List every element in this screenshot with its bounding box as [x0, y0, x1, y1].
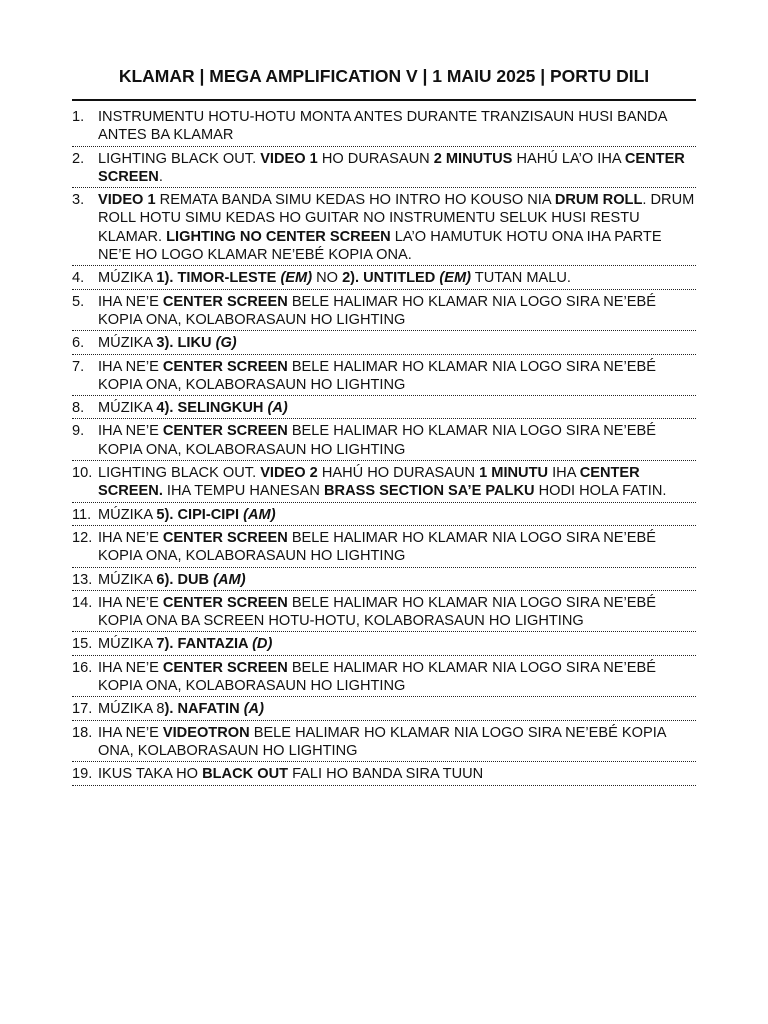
step-number: 3. [72, 192, 85, 209]
text-run: MÚZIKA [98, 270, 157, 287]
text-run: HO DURASAUN [317, 150, 434, 167]
emphasis-bold: 5). CIPI-CIPI [156, 506, 244, 523]
step-text [98, 464, 696, 501]
text-run: BELE HALIMAR HO KLAMAR NIA LOGO SIRA NE’EBÉ KOPIA ONA, KOLABORASAUN HO LIGHTING [98, 659, 656, 695]
emphasis-bold: LIGHTING NO CENTER SCREEN [166, 228, 391, 245]
step-number: 4. [72, 270, 85, 287]
text-run: MÚZIKA [98, 636, 157, 653]
text-run: INSTRUMENTU HOTU-HOTU MONTA ANTES DURANTE TRANZISAUN HUSI BANDA ANTES BA KLAMAR [98, 109, 667, 144]
step-number: 9. [72, 423, 85, 440]
text-run: IHA NE’E [98, 529, 163, 546]
step-text [98, 724, 696, 761]
emphasis-bold: VIDEOTRON [162, 724, 250, 741]
list-item [72, 396, 696, 419]
emphasis-bold: BLACK OUT [202, 766, 289, 783]
list-item [72, 656, 696, 698]
step-text [98, 506, 696, 524]
step-text [98, 765, 696, 783]
emphasis-bold: 2). UNTITLED [342, 270, 440, 287]
run-sheet-list [72, 105, 696, 786]
list-item [72, 762, 696, 785]
key-signature: (G) [215, 335, 237, 352]
text-run: MÚZIKA [98, 335, 157, 352]
emphasis-bold: CENTER SCREEN [162, 529, 288, 546]
text-run: BELE HALIMAR HO KLAMAR NIA LOGO SIRA NE’EBÉ KOPIA ONA, KOLABORASAUN HO LIGHTING [98, 358, 656, 393]
text-run: BELE HALIMAR HO KLAMAR NIA LOGO SIRA NE’EBÉ KOPIA ONA, KOLABORASAUN HO LIGHTING [98, 423, 656, 458]
page-title: KLAMAR | MEGA AMPLIFICATION V | 1 MAIU 2025 | PORTU DILI [118, 66, 650, 86]
step-text [98, 399, 696, 417]
step-number: 7. [72, 358, 85, 375]
text-run: NO [312, 270, 343, 287]
step-text [98, 150, 696, 187]
step-text [98, 358, 696, 395]
emphasis-bold: CENTER SCREEN [162, 594, 288, 611]
text-run: . DRUM ROLL HOTU SIMU KEDAS HO GUITAR NO INSTRUMENTU SELUK HUSI RESTU KLAMAR. [98, 192, 695, 245]
text-run: IHA NE’E [98, 724, 163, 741]
step-text [98, 594, 696, 631]
emphasis-bold: VIDEO 2 [260, 465, 318, 482]
text-run: BELE HALIMAR HO KLAMAR NIA LOGO SIRA NE’EBÉ KOPIA ONA BA SCREEN HOTU-HOTU, KOLABORASAUN HO LIGHTING [98, 594, 656, 630]
list-item [72, 266, 696, 289]
list-item [72, 721, 696, 763]
step-number: 11. [72, 506, 92, 523]
emphasis-bold: 6). DUB [156, 571, 214, 588]
list-item [72, 526, 696, 568]
list-item [72, 105, 696, 147]
emphasis-bold: DRUM ROLL [554, 192, 643, 209]
text-run: MÚZIKA [98, 506, 157, 523]
list-item [72, 290, 696, 332]
key-signature: (A) [267, 400, 288, 417]
emphasis-bold: CENTER SCREEN [162, 659, 288, 676]
step-number: 18. [72, 724, 93, 741]
step-text [98, 293, 696, 330]
key-signature: (A) [243, 701, 264, 718]
step-text [98, 529, 696, 566]
step-number: 15. [72, 636, 93, 653]
text-run: IHA NE’E [98, 594, 163, 611]
list-item [72, 568, 696, 591]
step-number: 16. [72, 659, 93, 676]
emphasis-bold: CENTER SCREEN [162, 358, 288, 375]
emphasis-bold: 3). LIKU [156, 335, 216, 352]
text-run: MÚZIKA 8 [98, 701, 165, 718]
text-run: LA’O HAMUTUK HOTU ONA IHA PARTE NE’E HO LOGO KLAMAR NE’EBÉ KOPIA ONA. [98, 228, 662, 264]
step-number: 19. [72, 766, 93, 783]
step-number: 8. [72, 400, 85, 417]
text-run: MÚZIKA [98, 571, 157, 588]
text-run: HODI HOLA FATIN. [534, 483, 667, 500]
emphasis-bold: CENTER SCREEN. [98, 465, 640, 500]
list-item [72, 188, 696, 266]
list-item [72, 591, 696, 633]
step-number: 1. [72, 109, 85, 125]
emphasis-bold: 1). TIMOR-LESTE [156, 270, 281, 287]
text-run: IHA NE’E [98, 423, 163, 440]
list-item [72, 697, 696, 720]
text-run: IHA NE’E [98, 293, 163, 310]
step-number: 14. [72, 594, 93, 611]
step-text [98, 108, 696, 145]
text-run: IHA TEMPU HANESAN [162, 483, 324, 500]
step-text [98, 422, 696, 459]
emphasis-bold: VIDEO 1 [260, 150, 318, 167]
text-run: BELE HALIMAR HO KLAMAR NIA LOGO SIRA NE’EBÉ KOPIA ONA, KOLABORASAUN HO LIGHTING [98, 724, 666, 759]
step-text [98, 571, 696, 589]
step-text [98, 659, 696, 696]
list-item [72, 503, 696, 526]
text-run: LIGHTING BLACK OUT. [98, 150, 261, 167]
text-run: HAHÚ LA’O IHA [512, 150, 625, 167]
text-run: TUTAN MALU. [470, 270, 571, 287]
step-number: 6. [72, 335, 85, 352]
step-text [98, 334, 696, 352]
step-text [98, 191, 696, 264]
step-number: 10. [72, 465, 93, 482]
text-run: MÚZIKA [98, 400, 157, 417]
title-rule [72, 99, 696, 101]
list-item [72, 147, 696, 189]
step-number: 17. [72, 701, 93, 718]
emphasis-bold: ). NAFATIN [164, 701, 244, 718]
step-number: 5. [72, 293, 85, 310]
emphasis-bold: BRASS SECTION SA’E PALKU [323, 483, 535, 500]
key-signature: (AM) [243, 506, 276, 523]
step-number: 13. [72, 571, 93, 588]
emphasis-bold: VIDEO 1 [98, 192, 156, 209]
list-item [72, 632, 696, 655]
step-text [98, 269, 696, 287]
text-run: IHA [548, 465, 580, 482]
text-run: IHA NE’E [98, 659, 163, 676]
emphasis-bold: CENTER SCREEN [162, 423, 288, 440]
emphasis-bold: 2 MINUTUS [433, 150, 513, 167]
list-item [72, 331, 696, 354]
text-run: . [158, 168, 163, 185]
key-signature: (D) [252, 636, 273, 653]
list-item [72, 419, 696, 461]
text-run: FALI HO BANDA SIRA TUUN [288, 766, 484, 783]
emphasis-bold: 7). FANTAZIA [156, 636, 253, 653]
emphasis-bold: 4). SELINGKUH [156, 400, 268, 417]
text-run: LIGHTING BLACK OUT. [98, 465, 261, 482]
emphasis-bold: 1 MINUTU [479, 465, 549, 482]
key-signature: (EM) [439, 270, 471, 287]
text-run: HAHÚ HO DURASAUN [317, 465, 480, 482]
step-number: 2. [72, 150, 85, 167]
key-signature: (EM) [280, 270, 313, 287]
key-signature: (AM) [213, 571, 246, 588]
text-run: BELE HALIMAR HO KLAMAR NIA LOGO SIRA NE’EBÉ KOPIA ONA, KOLABORASAUN HO LIGHTING [98, 529, 656, 565]
list-item [72, 355, 696, 397]
list-item [72, 461, 696, 503]
step-text [98, 700, 696, 718]
emphasis-bold: CENTER SCREEN [98, 150, 685, 185]
text-run: REMATA BANDA SIMU KEDAS HO INTRO HO KOUSO NIA [155, 192, 555, 209]
text-run: IKUS TAKA HO [98, 766, 203, 783]
text-run: BELE HALIMAR HO KLAMAR NIA LOGO SIRA NE’EBÉ KOPIA ONA, KOLABORASAUN HO LIGHTING [98, 293, 656, 328]
emphasis-bold: CENTER SCREEN [162, 293, 288, 310]
step-number: 12. [72, 529, 93, 546]
text-run: IHA NE’E [98, 358, 163, 375]
step-text [98, 635, 696, 653]
